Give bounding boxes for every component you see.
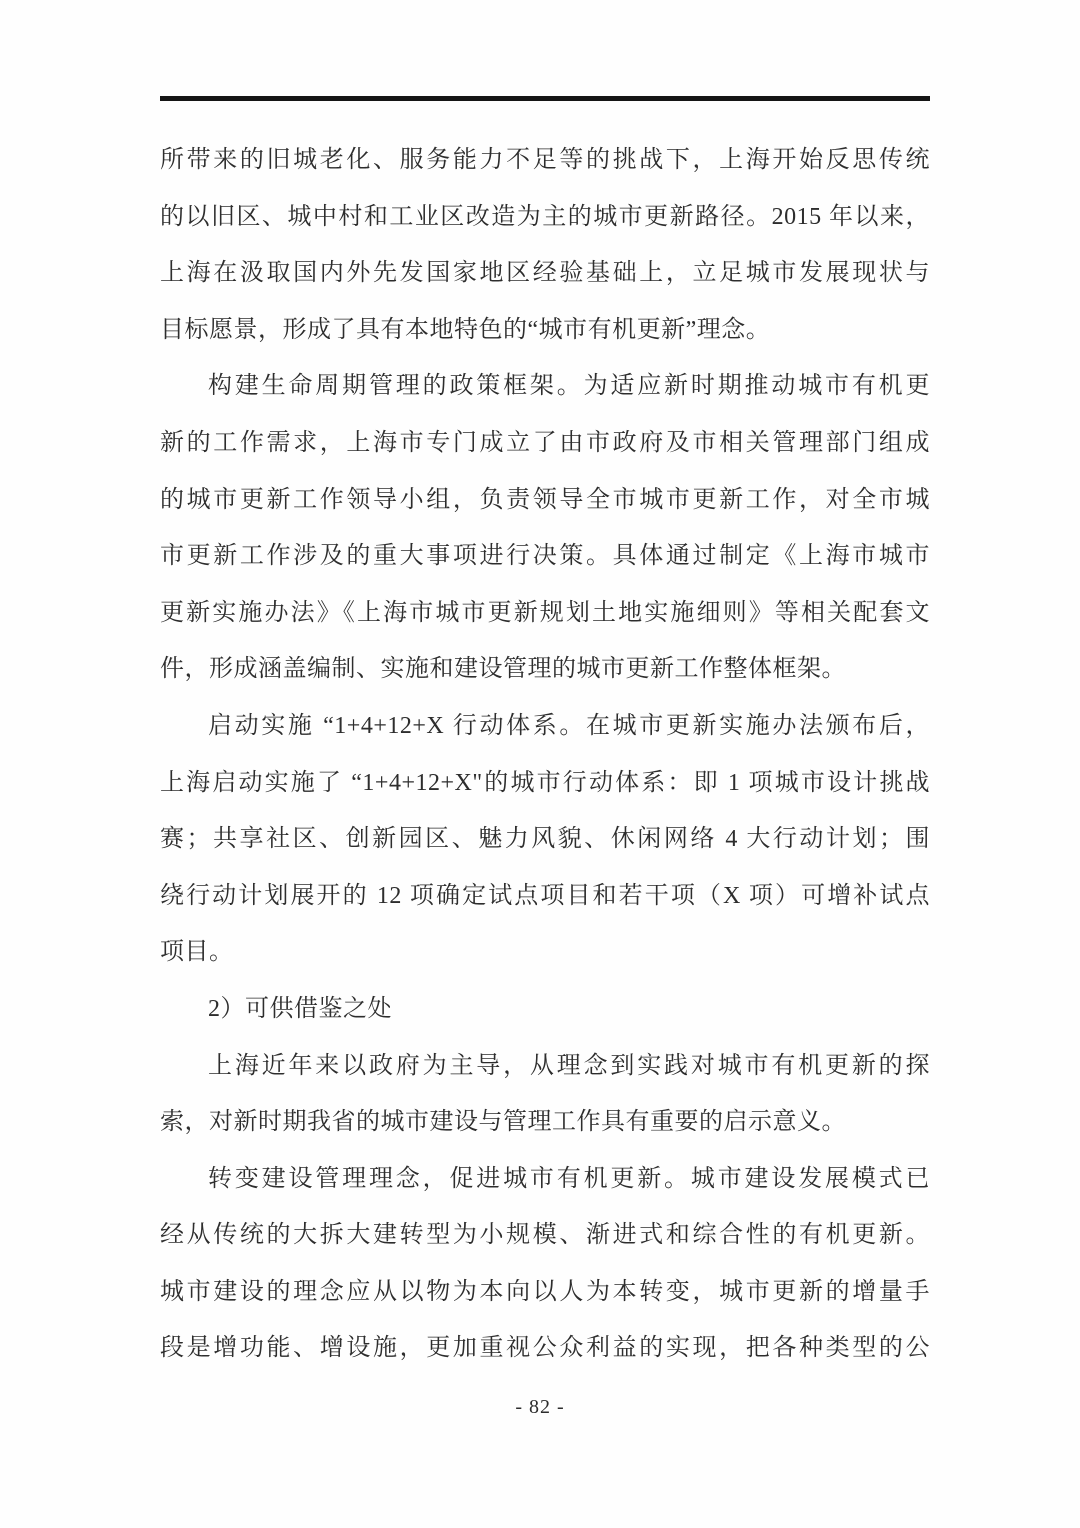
text-line: 的城市更新工作领导小组，负责领导全市城市更新工作，对全市城 [160,486,930,513]
text-line: 索，对新时期我省的城市建设与管理工作具有重要的启示意义。 [160,1109,846,1136]
text-line: 赛；共享社区、创新园区、魅力风貌、休闲网络 4 大行动计划；围 [160,826,930,853]
text-line: 上海近年来以政府为主导，从理念到实践对城市有机更新的探 [208,1052,930,1079]
document-body [160,132,930,1377]
text-line: 更新实施办法》《上海市城市更新规划土地实施细则》等相关配套文 [160,599,930,626]
text-line: 段是增功能、增设施，更加重视公众利益的实现，把各种类型的公 [160,1335,930,1362]
paragraph [160,1151,930,1377]
paragraph [160,698,930,981]
text-line: 转变建设管理理念，促进城市有机更新。城市建设发展模式已 [208,1165,930,1192]
text-line: 上海启动实施了 “1+4+12+X"的城市行动体系：即 1 项城市设计挑战 [160,769,930,796]
text-line: 所带来的旧城老化、服务能力不足等的挑战下，上海开始反思传统 [160,147,930,173]
paragraph [160,1038,930,1151]
text-line: 市更新工作涉及的重大事项进行决策。具体通过制定《上海市城市 [160,543,930,570]
text-line: 新的工作需求，上海市专门成立了由市政府及市相关管理部门组成 [160,429,930,456]
text-line: 城市建设的理念应从以物为本向以人为本转变，城市更新的增量手 [160,1278,930,1305]
paragraph [160,132,930,358]
text-line: 构建生命周期管理的政策框架。为适应新时期推动城市有机更 [208,373,930,400]
section-heading-line: 2）可供借鉴之处 [208,995,392,1022]
section-heading [160,981,930,1038]
text-line: 项目。 [160,939,234,966]
text-line: 上海在汲取国内外先发国家地区经验基础上，立足城市发展现状与 [160,260,930,287]
text-line: 目标愿景，形成了具有本地特色的“城市有机更新”理念。 [160,316,771,343]
text-line: 件，形成涵盖编制、实施和建设管理的城市更新工作整体框架。 [160,656,846,683]
header-rule [160,96,930,101]
page-number: - 82 - [515,1396,565,1418]
text-line: 经从传统的大拆大建转型为小规模、渐进式和综合性的有机更新。 [160,1222,930,1249]
text-line: 启动实施 “1+4+12+X 行动体系。在城市更新实施办法颁布后， [208,712,930,739]
text-line: 绕行动计划展开的 12 项确定试点项目和若干项（X 项）可增补试点 [160,882,930,909]
text-line: 的以旧区、城中村和工业区改造为主的城市更新路径。2015 年以来， [160,203,930,230]
paragraph [160,358,930,698]
